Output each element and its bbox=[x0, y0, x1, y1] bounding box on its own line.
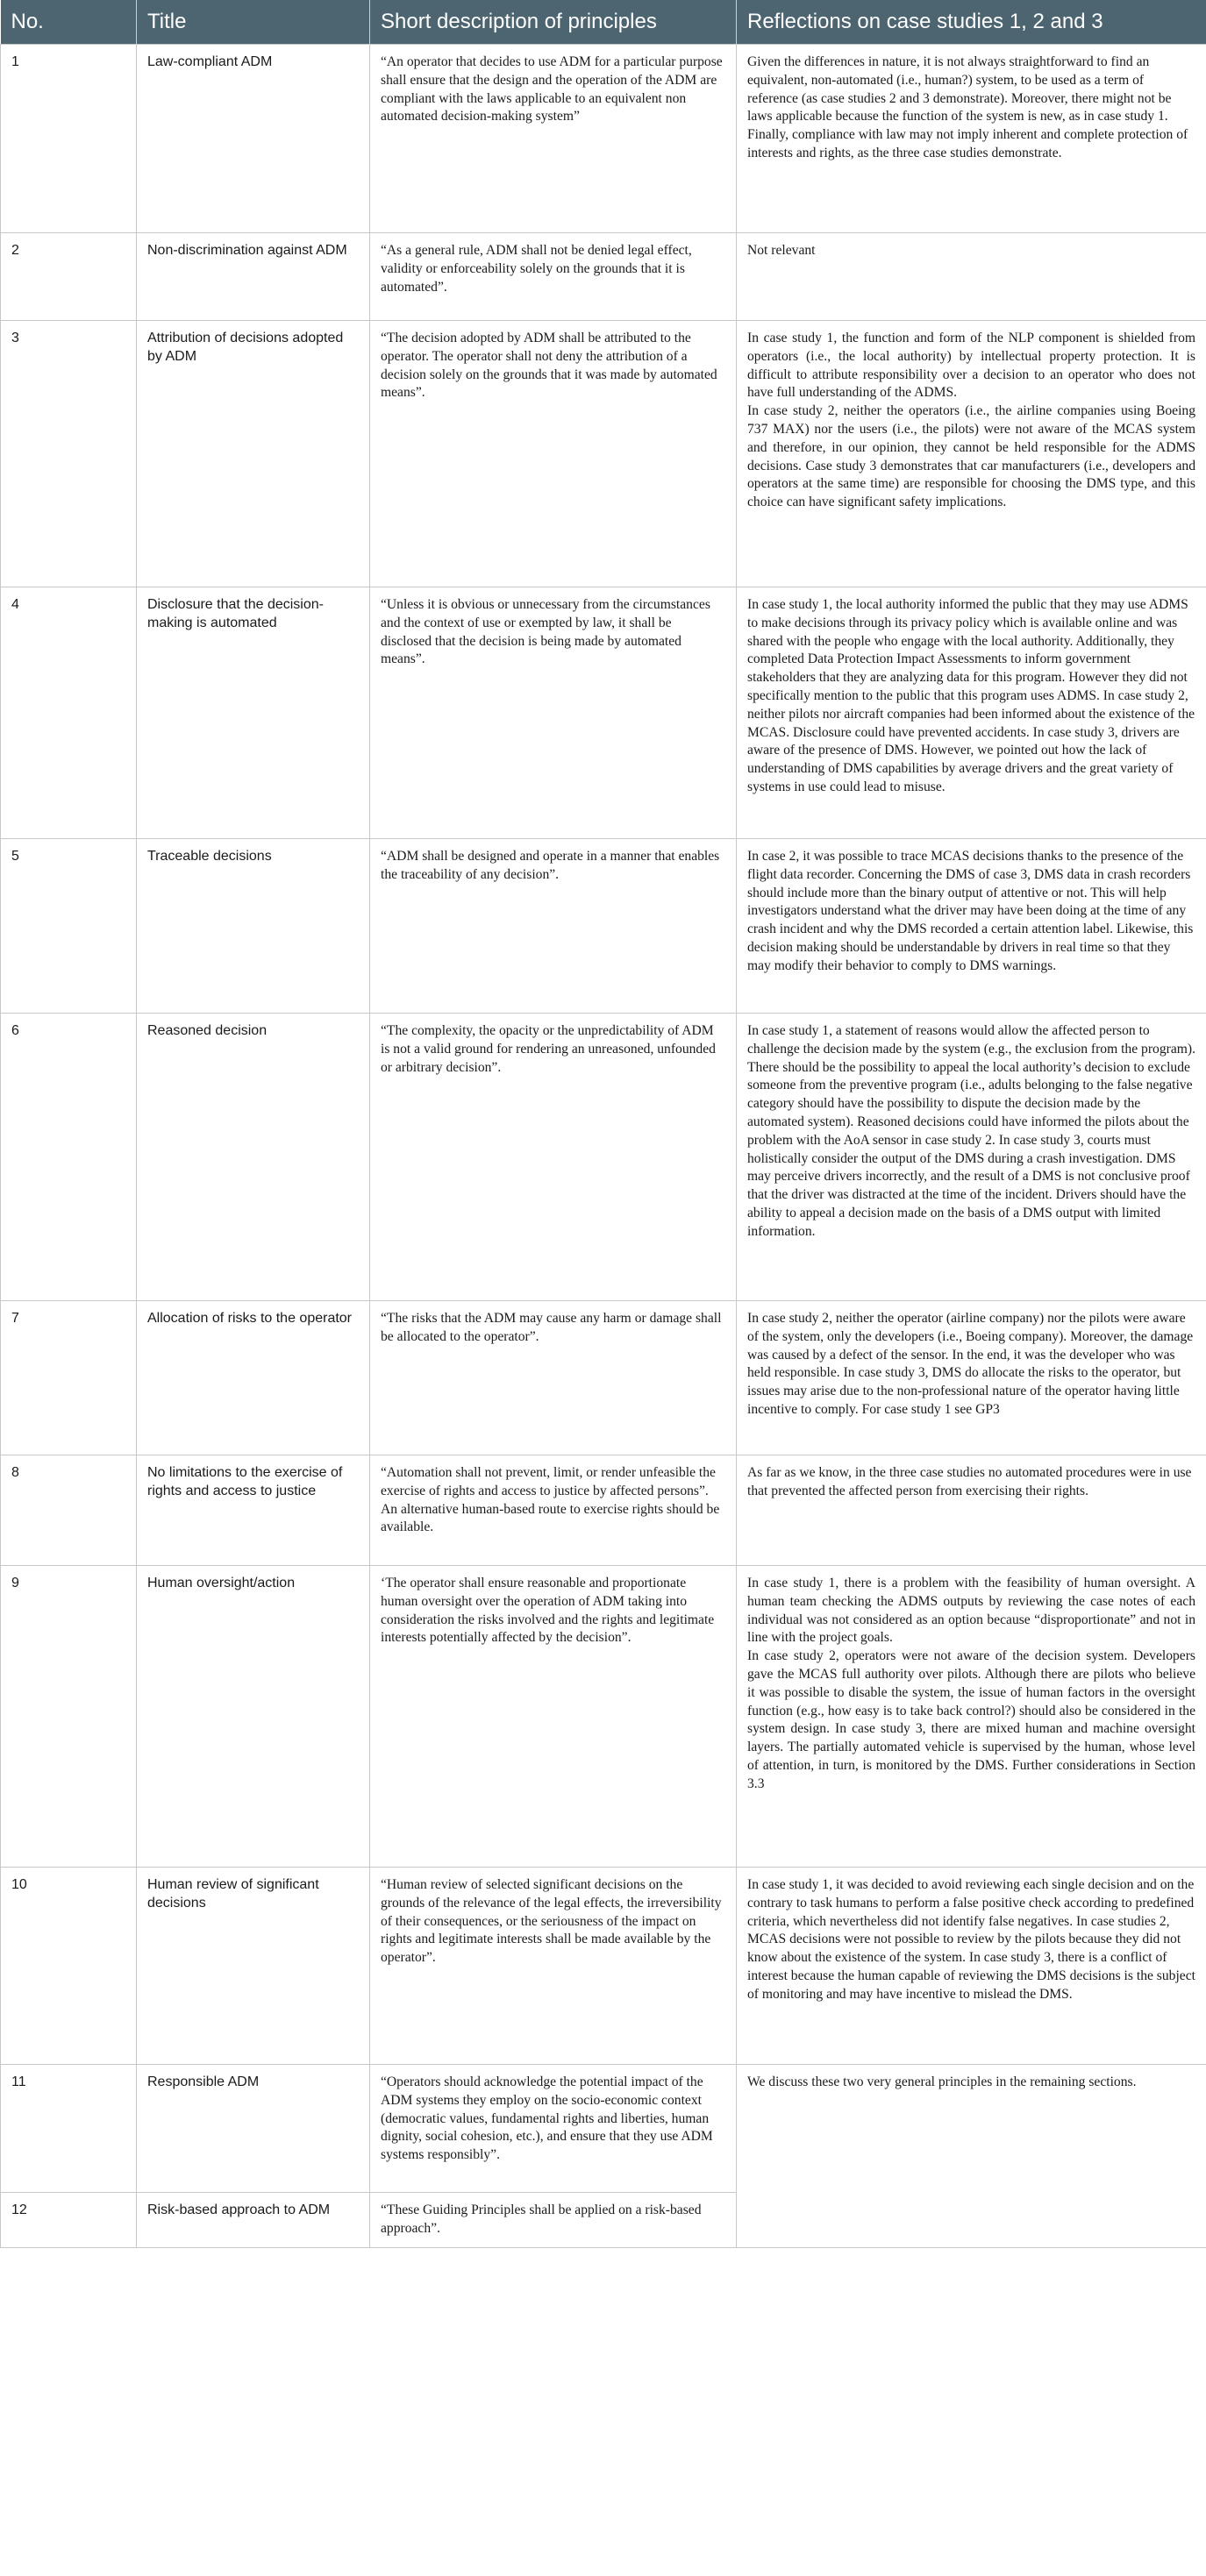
principle-description: ‘The operator shall ensure reasonable and proportionate human oversight over the operation of ADM taking into consideration the risks involved and the rights and legitimate interests potentially affected by the decision”. bbox=[370, 1566, 737, 1868]
case-reflection bbox=[737, 1301, 1206, 1455]
row-number: 7 bbox=[1, 1301, 137, 1455]
case-reflection bbox=[737, 1455, 1206, 1566]
principle-description: “The risks that the ADM may cause any harm or damage shall be allocated to the operator”. bbox=[370, 1301, 737, 1455]
case-reflection bbox=[737, 587, 1206, 839]
principle-title: Allocation of risks to the operator bbox=[137, 1301, 370, 1455]
table-header bbox=[1, 0, 1206, 45]
reflection-paragraph: In case study 2, neither the operators (i.e., the airline companies using Boeing 737 MAX) nor the users (i.e., the pilots) were not aware of the MCAS system and therefore, in our opinion, they cannot be held responsible for the ADMS decisions. Case study 3 demonstrates that car manufacturers (i.e., developers and operators at the same time) are responsible for choosing the DMS type, and this choice can have significant safety implications. bbox=[747, 403, 1195, 510]
table-row bbox=[1, 1301, 1206, 1455]
case-reflection bbox=[737, 1566, 1206, 1868]
case-reflection bbox=[737, 321, 1206, 587]
table-row bbox=[1, 233, 1206, 321]
reflection-paragraph: Given the differences in nature, it is not always straightforward to find an equivalent, non-automated (i.e., human?) system, to be used as a term of reference (as case studies 2 and 3 demonstrate). Moreover, there might not be laws applicable because the function of the system is new, as in case study 1. Finally, compliance with law may not imply inherent and complete protection of interests and rights, as the three case studies demonstrate. bbox=[747, 54, 1188, 160]
table-row bbox=[1, 321, 1206, 587]
principle-description: “The decision adopted by ADM shall be attributed to the operator. The operator shall not deny the attribution of a decision solely on the grounds that it was made by automated means”. bbox=[370, 321, 737, 587]
table-row bbox=[1, 839, 1206, 1014]
reflection-paragraph: In case study 2, operators were not aware of the decision system. Developers gave the MCAS full authority over pilots. Although there are pilots who believe it was possible to disable the system, the issue of human factors in the oversight function (e.g., how easy is to take back control?) should also be considered in the system design. In case study 3, there are mixed human and machine oversight layers. The partially automated vehicle is supervised by the human, whose level of attention, in turn, is monitored by the DMS. Further considerations in Section 3.3 bbox=[747, 1648, 1195, 1791]
principle-title: Human review of significant decisions bbox=[137, 1868, 370, 2065]
reflection-paragraph: As far as we know, in the three case studies no automated procedures were in use that prevented the affected person from exercising their rights. bbox=[747, 1465, 1192, 1498]
table-row bbox=[1, 2065, 1206, 2193]
principle-title: Risk-based approach to ADM bbox=[137, 2193, 370, 2248]
principle-title: Reasoned decision bbox=[137, 1014, 370, 1301]
principle-description: “Operators should acknowledge the potential impact of the ADM systems they employ on the socio-economic context (democratic values, fundamental rights and liberties, human dignity, social cohesion, etc.), and ensure that they use ADM systems responsibly”. bbox=[370, 2065, 737, 2193]
case-reflection bbox=[737, 233, 1206, 321]
principle-title: No limitations to the exercise of rights and access to justice bbox=[137, 1455, 370, 1566]
header-reflections: Reflections on case studies 1, 2 and 3 bbox=[737, 0, 1206, 45]
reflection-paragraph: In case study 1, there is a problem with the feasibility of human oversight. A human team checking the ADMS outputs by reviewing the case notes of each individual was not considered as an option because “disproportionate” and not in line with the project goals. bbox=[747, 1576, 1195, 1646]
table-row bbox=[1, 1868, 1206, 2065]
principle-title: Law-compliant ADM bbox=[137, 45, 370, 233]
reflection-paragraph: In case study 2, neither the operator (airline company) nor the pilots were aware of the system, only the developers (i.e., Boeing company). Moreover, the damage was caused by a defect of the sensor. In the end, it was the developer who was held responsible. In case study 3, DMS do allocate the risks to the operator, but issues may arise due to the non-professional nature of the operator having little incentive to comply. For case study 1 see GP3 bbox=[747, 1311, 1194, 1417]
table-row bbox=[1, 1014, 1206, 1301]
case-reflection bbox=[737, 45, 1206, 233]
row-number: 9 bbox=[1, 1566, 137, 1868]
row-number: 5 bbox=[1, 839, 137, 1014]
row-number: 3 bbox=[1, 321, 137, 587]
principle-description: “The complexity, the opacity or the unpredictability of ADM is not a valid ground for rendering an unreasoned, unfounded or arbitrary decision”. bbox=[370, 1014, 737, 1301]
reflection-paragraph: In case study 1, the function and form of the NLP component is shielded from operators (i.e., the local authority) by intellectual property protection. It is difficult to attribute responsibility over a decision to an operator who does not have full understanding of the ADMS. bbox=[747, 331, 1195, 401]
principle-title: Attribution of decisions adopted by ADM bbox=[137, 321, 370, 587]
row-number: 8 bbox=[1, 1455, 137, 1566]
table-row bbox=[1, 1455, 1206, 1566]
header-no: No. bbox=[1, 0, 137, 45]
principle-title: Non-discrimination against ADM bbox=[137, 233, 370, 321]
principle-description: “Human review of selected significant decisions on the grounds of the relevance of the legal effects, the irreversibility of their consequences, or the seriousness of the impact on rights and legitimate interests shall be made available by the operator”. bbox=[370, 1868, 737, 2065]
case-reflection bbox=[737, 839, 1206, 1014]
principle-description: “An operator that decides to use ADM for a particular purpose shall ensure that the design and the operation of the ADM are compliant with the laws applicable to an equivalent non automated decision-making system” bbox=[370, 45, 737, 233]
principle-title: Disclosure that the decision-making is automated bbox=[137, 587, 370, 839]
principle-title: Traceable decisions bbox=[137, 839, 370, 1014]
table-row bbox=[1, 587, 1206, 839]
row-number: 12 bbox=[1, 2193, 137, 2248]
table-row bbox=[1, 45, 1206, 233]
reflection-paragraph: We discuss these two very general principles in the remaining sections. bbox=[747, 2074, 1137, 2089]
principle-description: “Unless it is obvious or unnecessary from the circumstances and the context of use or exempted by law, it shall be disclosed that the decision is being made by automated means”. bbox=[370, 587, 737, 839]
row-number: 10 bbox=[1, 1868, 137, 2065]
case-reflection bbox=[737, 2065, 1206, 2248]
case-reflection bbox=[737, 1014, 1206, 1301]
principle-description: “ADM shall be designed and operate in a manner that enables the traceability of any decision”. bbox=[370, 839, 737, 1014]
table-row bbox=[1, 1566, 1206, 1868]
principle-description: “As a general rule, ADM shall not be denied legal effect, validity or enforceability solely on the grounds that it is automated”. bbox=[370, 233, 737, 321]
reflection-paragraph: Not relevant bbox=[747, 243, 816, 258]
reflection-paragraph: In case study 1, it was decided to avoid reviewing each single decision and on the contrary to task humans to perform a false positive check according to predefined criteria, which nevertheless did not identify false negatives. In case studies 2, MCAS decisions were not possible to review by the pilots because they did not know about the existence of the system. In case study 3, there is a conflict of interest because the human capable of reviewing the DMS decisions is the subject of monitoring and may have incentive to mislead the DMS. bbox=[747, 1877, 1195, 2002]
principle-description: “Automation shall not prevent, limit, or render unfeasible the exercise of rights and access to justice by affected persons”. An alternative human-based route to exercise rights should be available. bbox=[370, 1455, 737, 1566]
header-description: Short description of principles bbox=[370, 0, 737, 45]
reflection-paragraph: In case study 1, a statement of reasons would allow the affected person to challenge the decision made by the system (e.g., the exclusion from the program). There should be the possibility to appeal the local authority’s decision to exclude someone from the preventive program (i.e., adults belonging to the false negative category should have the possibility to dispute the decision made by the automated system). Reasoned decisions could have informed the pilots about the problem with the AoA sensor in case study 2. In case study 3, courts must holistically consider the output of the DMS during a crash investigation. DMS may perceive drivers incorrectly, and the result of a DMS is not conclusive proof that the driver was distracted at the time of the incident. Drivers should have the ability to appeal a decision made on the basis of a DMS output with limited information. bbox=[747, 1023, 1195, 1239]
header-title: Title bbox=[137, 0, 370, 45]
reflection-paragraph: In case 2, it was possible to trace MCAS decisions thanks to the presence of the flight data recorder. Concerning the DMS of case 3, DMS data in crash recorders should include more than the binary output of attentive or not. This will help investigators understand what the driver may have been doing at the time of any crash incident and why the DMS recorded a certain attention label. Likewise, this decision making should be understandable by drivers in real time so that they may modify their behavior to comply to DMS warnings. bbox=[747, 849, 1194, 973]
principle-title: Human oversight/action bbox=[137, 1566, 370, 1868]
reflection-paragraph: In case study 1, the local authority informed the public that they may use ADMS to make decisions through its privacy policy which is available online and was shared with the people who engage with the local authority. Additionally, they completed Data Protection Impact Assessments to inform government stakeholders that they are analyzing data for this program. However they did not specifically mention to the public that this program uses ADMS. In case study 2, neither pilots nor aircraft companies had been informed about the existence of the MCAS. Disclosure could have prevented accidents. In case study 3, drivers are aware of the presence of DMS. However, we pointed out how the lack of understanding of DMS capabilities by average drivers and the great variety of systems in use could lead to misuse. bbox=[747, 597, 1195, 794]
principle-description: “These Guiding Principles shall be applied on a risk-based approach”. bbox=[370, 2193, 737, 2248]
row-number: 6 bbox=[1, 1014, 137, 1301]
case-reflection bbox=[737, 1868, 1206, 2065]
row-number: 1 bbox=[1, 45, 137, 233]
row-number: 11 bbox=[1, 2065, 137, 2193]
row-number: 2 bbox=[1, 233, 137, 321]
row-number: 4 bbox=[1, 587, 137, 839]
principle-title: Responsible ADM bbox=[137, 2065, 370, 2193]
